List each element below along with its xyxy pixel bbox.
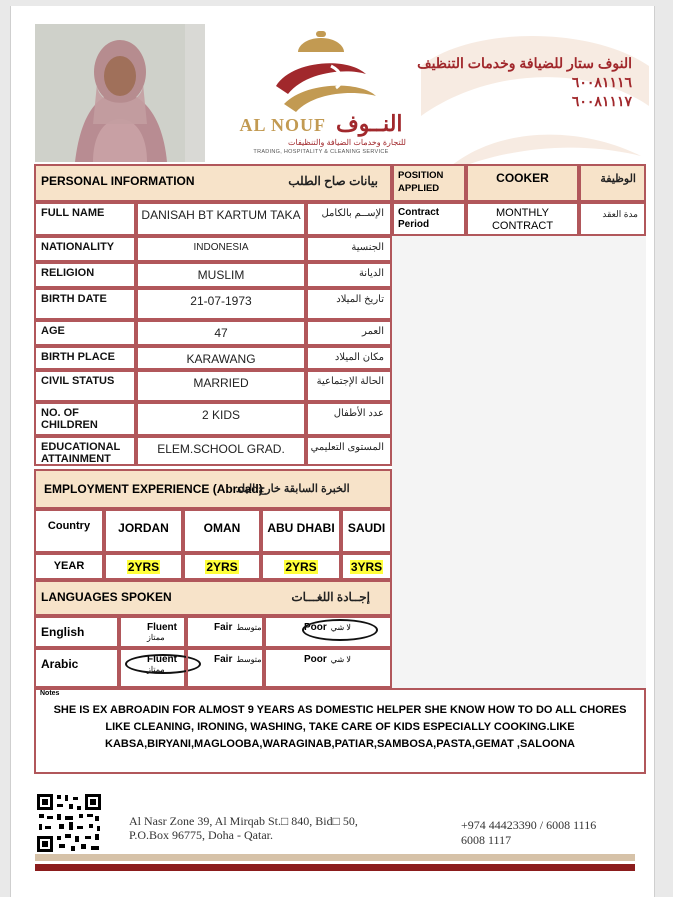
language-option-ar: ممتاز — [147, 633, 165, 642]
employment-country-label: Country — [47, 520, 91, 532]
personal-row-value: KARAWANG — [186, 352, 256, 366]
language-option-cell — [119, 616, 186, 648]
employment-country-cell — [104, 509, 183, 553]
personal-row-ar: الجنسية — [351, 242, 384, 253]
personal-row-label-cell — [34, 202, 136, 236]
employment-year-cell — [341, 553, 392, 580]
employment-year: 2YRS — [127, 560, 160, 574]
language-name: English — [41, 625, 85, 639]
notes-box — [34, 688, 646, 774]
personal-row-ar: مكان الميلاد — [334, 352, 384, 363]
personal-row-label: CIVIL STATUS — [41, 375, 115, 387]
arabic-phone-2: ٦٠٠٨١١١٧ — [571, 93, 632, 109]
contract-label-cell — [392, 202, 466, 236]
personal-row-value: 47 — [214, 326, 228, 340]
personal-info-title: PERSONAL INFORMATION — [41, 174, 195, 188]
language-option-cell — [186, 648, 264, 688]
employment-country-label-cell — [34, 509, 104, 553]
personal-row-label-cell — [34, 236, 136, 262]
personal-row-ar-cell — [306, 288, 392, 320]
personal-row-label: FULL NAME — [41, 207, 105, 219]
contract-label: Contract Period — [398, 207, 440, 230]
personal-row-value: MUSLIM — [197, 268, 245, 282]
personal-row-label-cell — [34, 436, 136, 466]
personal-row-label: EDUCATIONAL ATTAINMENT — [41, 441, 121, 465]
footer-address-line-2: P.O.Box 96775, Doha - Qatar. — [129, 828, 273, 842]
personal-row-ar-cell — [306, 346, 392, 370]
personal-row-ar: الحالة الإجتماعية — [316, 376, 384, 387]
language-option-poor[interactable] — [304, 654, 351, 665]
language-option-ar: لا شي — [330, 623, 351, 632]
languages-title-ar: إجــادة اللغـــات — [291, 590, 370, 604]
language-option-en: Poor — [304, 654, 327, 665]
logo-en: AL NOUF — [239, 115, 326, 135]
footer-red-bar — [35, 864, 635, 871]
personal-row-label: NO. OF CHILDREN — [41, 407, 98, 431]
footer-phones-line-2: 6008 1117 — [461, 833, 512, 847]
footer-gold-bar — [35, 854, 635, 861]
employment-country-cell — [261, 509, 341, 553]
employment-country: JORDAN — [118, 521, 169, 535]
language-option-fair[interactable] — [214, 622, 261, 633]
personal-row-ar-cell — [306, 436, 392, 466]
position-ar: الوظيفة — [600, 173, 636, 185]
personal-row-value-cell — [136, 402, 306, 436]
application-sheet — [10, 6, 655, 897]
personal-row-ar-cell — [306, 370, 392, 402]
personal-row-value: 2 KIDS — [201, 408, 240, 422]
personal-row-ar: تاريخ الميلاد — [336, 294, 384, 305]
footer-address-line-1: Al Nasr Zone 39, Al Mirqab St.□ 840, Bid□ 50, — [129, 814, 358, 828]
employment-year-label: YEAR — [53, 560, 85, 572]
footer-phones — [461, 818, 596, 848]
position-ar-cell — [579, 164, 646, 202]
employment-title: EMPLOYMENT EXPERIENCE (Abroad) — [44, 482, 263, 496]
personal-row-label-cell — [34, 370, 136, 402]
employment-year: 2YRS — [206, 560, 238, 574]
employment-country: OMAN — [203, 521, 241, 535]
personal-row-value: MARRIED — [193, 376, 249, 390]
personal-row-label: NATIONALITY — [41, 241, 115, 253]
logo-wordmark — [236, 111, 406, 137]
contract-ar: مدة العقد — [602, 209, 638, 219]
footer-phones-line-1: +974 44423390 / 6008 1116 — [461, 818, 597, 832]
qr-code-icon — [35, 792, 103, 854]
logo-ar: النــوف — [336, 111, 403, 136]
personal-row-ar-cell — [306, 236, 392, 262]
logo-subtitle-en: TRADING, HOSPITALITY & CLEANING SERVICE — [253, 149, 389, 155]
employment-country-cell — [341, 509, 392, 553]
arabic-company-name: النوف ستار للضيافة وخدمات التنظيف — [417, 55, 632, 71]
personal-row-ar: الإســم بالكامل — [321, 208, 384, 219]
personal-row-value: INDONESIA — [193, 242, 249, 253]
personal-row-ar-cell — [306, 202, 392, 236]
personal-row-ar-cell — [306, 402, 392, 436]
logo-emblem-icon — [236, 26, 406, 121]
language-option-cell — [186, 616, 264, 648]
personal-row-ar-cell — [306, 320, 392, 346]
employment-country-cell — [183, 509, 261, 553]
personal-row-label-cell — [34, 346, 136, 370]
language-option-ar: متوسط — [236, 655, 262, 664]
notes-label: Notes — [40, 690, 60, 697]
position-label-cell — [392, 164, 466, 202]
personal-row-value-cell — [136, 288, 306, 320]
personal-row-label-cell — [34, 402, 136, 436]
employment-title-ar: الخبرة السابقة خارج البلد — [236, 483, 350, 495]
employment-year-cell — [183, 553, 261, 580]
language-option-ar: ممتاز — [147, 665, 165, 674]
personal-row-ar: الديانة — [358, 268, 384, 279]
personal-row-value-cell — [136, 236, 306, 262]
personal-row-label: AGE — [41, 325, 65, 337]
personal-row-value-cell — [136, 370, 306, 402]
personal-row-label-cell — [34, 288, 136, 320]
personal-row-value: 21-07-1973 — [190, 294, 252, 308]
personal-row-value: DANISAH BT KARTUM TAKA — [141, 208, 301, 222]
notes-text: SHE IS EX ABROADIN FOR ALMOST 9 YEARS AS DOMESTIC HELPER SHE KNOW HOW TO DO ALL CHORES LIKE CLEANING, IRONING, WASHING, TAKE CARE OF KIDS ESPECIALLY COOKING.LIKE KABSA,BIRYANI,MAGLOOBA,WARAGINAB,PATIAR,SAMBOSA,PASTA,GEMAT ,SALOONA — [53, 704, 627, 750]
personal-row-ar-cell — [306, 262, 392, 288]
personal-row-ar: عدد الأطفال — [333, 408, 384, 419]
language-option-cell — [119, 648, 186, 688]
personal-row-value-cell — [136, 262, 306, 288]
personal-row-value-cell — [136, 320, 306, 346]
personal-row-label-cell — [34, 320, 136, 346]
language-option-en: Fluent — [147, 654, 177, 665]
personal-row-ar: العمر — [362, 326, 384, 337]
employment-year: 2YRS — [285, 560, 317, 574]
selected-oval-icon — [302, 619, 378, 641]
personal-row-value-cell — [136, 436, 306, 466]
logo-subtitle-ar: للتجارة وخدمات الضيافة والتنظيفات — [288, 138, 406, 147]
personal-row-label: BIRTH PLACE — [41, 351, 115, 363]
applicant-photo-image — [35, 24, 205, 162]
employment-year: 3YRS — [350, 560, 383, 574]
personal-row-label: BIRTH DATE — [41, 293, 107, 305]
personal-row-ar: المستوى التعليمي — [310, 442, 384, 453]
language-option-ar: لا شي — [330, 655, 351, 664]
language-option-en: Fair — [214, 622, 233, 633]
position-label: POSITION APPLIED — [398, 170, 444, 194]
employment-country: ABU DHABI — [267, 521, 335, 535]
personal-row-value: ELEM.SCHOOL GRAD. — [157, 442, 285, 456]
arabic-phone-1: ٦٠٠٨١١١٦ — [571, 74, 632, 90]
language-option-en: Fluent — [147, 622, 177, 633]
contract-value-cell — [466, 202, 579, 236]
personal-info-header — [34, 164, 392, 202]
employment-year-cell — [104, 553, 183, 580]
language-option-cell — [264, 616, 392, 648]
personal-row-label: RELIGION — [41, 267, 95, 279]
applicant-photo — [35, 24, 205, 162]
languages-title: LANGUAGES SPOKEN — [41, 590, 172, 604]
employment-year-label-cell — [34, 553, 104, 580]
personal-info-title-ar: بيانات صاح الطلب — [288, 174, 378, 188]
employment-country: SAUDI — [347, 521, 386, 535]
language-option-ar: متوسط — [236, 623, 262, 632]
employment-header — [34, 469, 392, 509]
header-arabic — [417, 54, 632, 111]
language-option-fair[interactable] — [214, 654, 261, 665]
position-value: COOKER — [496, 171, 549, 185]
empty-panel — [392, 236, 646, 688]
language-option-en: Poor — [304, 622, 327, 633]
personal-row-label-cell — [34, 262, 136, 288]
language-name-cell — [34, 616, 119, 648]
language-option-en: Fair — [214, 654, 233, 665]
personal-row-value-cell — [136, 346, 306, 370]
position-value-cell — [466, 164, 579, 202]
language-option-cell — [264, 648, 392, 688]
contract-value: MONTHLY CONTRACT — [491, 207, 554, 232]
company-logo — [236, 26, 406, 166]
employment-year-cell — [261, 553, 341, 580]
personal-row-value-cell — [136, 202, 306, 236]
languages-header — [34, 580, 392, 616]
language-option-fluent[interactable] — [147, 622, 177, 642]
contract-ar-cell — [579, 202, 646, 236]
language-name-cell — [34, 648, 119, 688]
language-name: Arabic — [41, 657, 79, 671]
qr-code[interactable] — [35, 792, 103, 854]
footer-address — [129, 814, 358, 842]
